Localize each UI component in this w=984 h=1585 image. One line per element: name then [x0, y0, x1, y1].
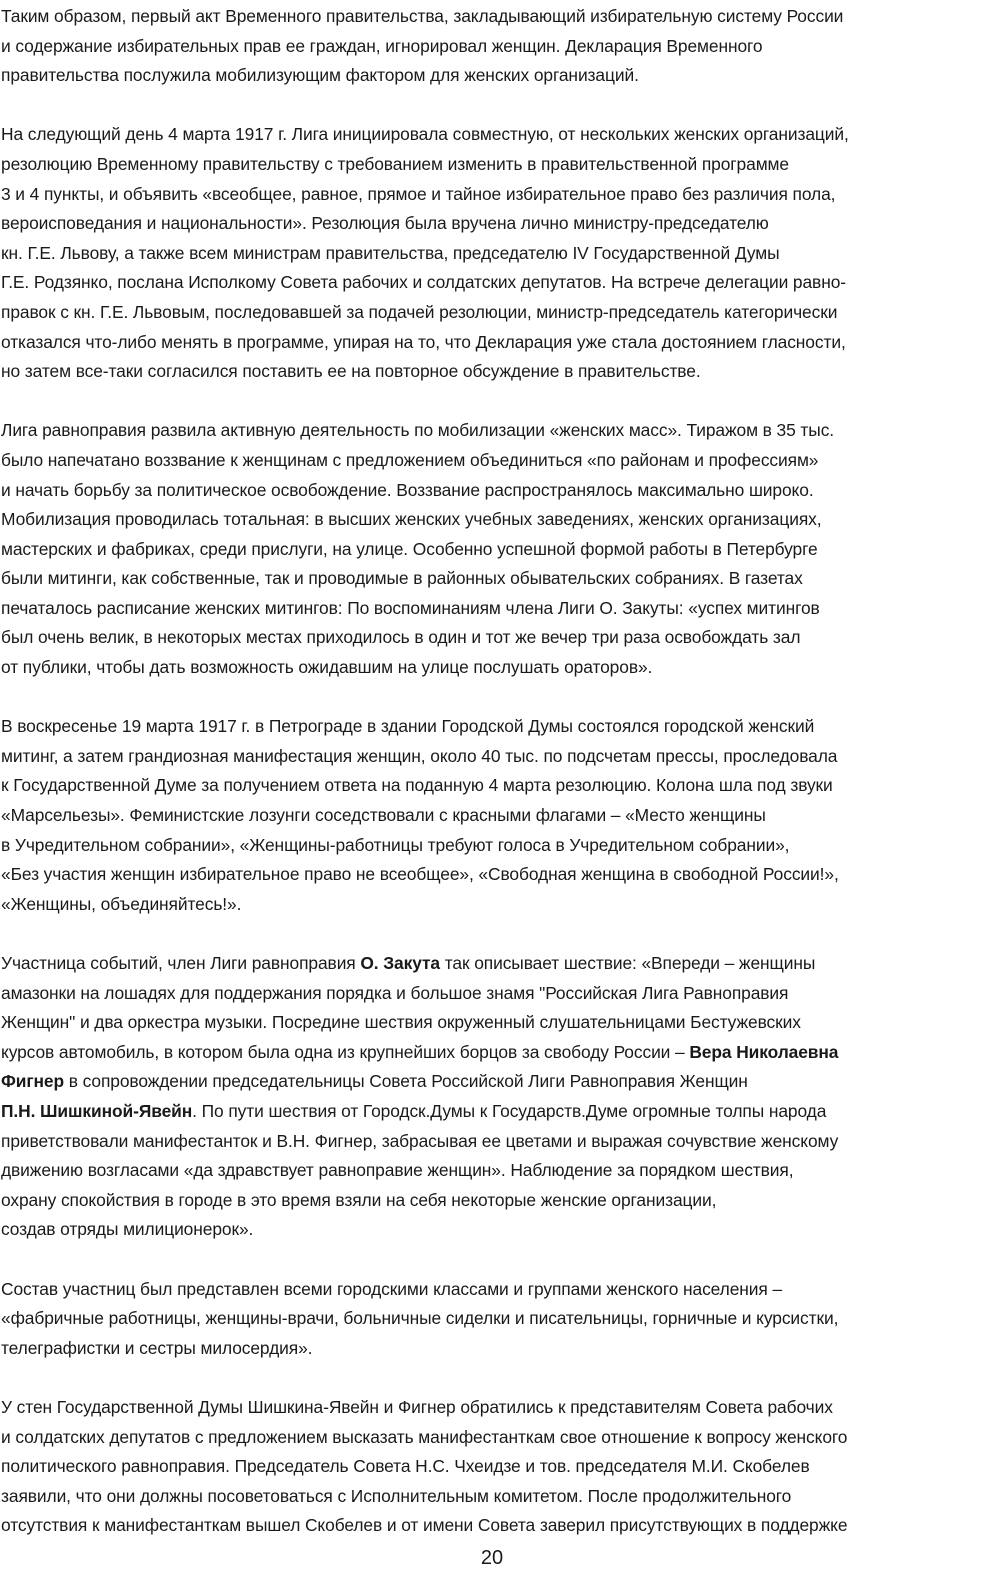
- text-run: создав отряды милиционерок».: [1, 1219, 254, 1240]
- text-run: Г.Е. Родзянко, послана Исполкому Совета рабочих и солдатских депутатов. На встрече делегации равно-: [1, 272, 846, 293]
- text-line: [1, 623, 984, 653]
- text-line: [1, 476, 984, 506]
- paragraph: [1, 416, 984, 682]
- text-line: [1, 1393, 984, 1423]
- text-run: политического равноправия. Председатель Совета Н.С. Чхеидзе и тов. председателя М.И. Скобелев: [1, 1456, 810, 1477]
- text-line: [1, 1511, 984, 1541]
- text-line: [1, 1067, 984, 1097]
- text-line: [1, 1275, 984, 1305]
- text-line: [1, 564, 984, 594]
- text-run: Участница событий, член Лиги равноправия: [1, 953, 361, 973]
- text-run: в сопровождении председательницы Совета Российской Лиги Равноправия Женщин: [63, 1071, 748, 1092]
- text-run: «Женщины, объединяйтесь!».: [1, 893, 242, 914]
- text-run: митинг, а затем грандиозная манифестация женщин, около 40 тыс. по подсчетам прессы, проследовала: [1, 745, 838, 766]
- text-run: к Государственной Думе за получением ответа на поданную 4 марта резолюцию. Колона шла под звуки: [1, 775, 833, 796]
- text-line: [1, 1215, 984, 1245]
- paragraph: [1, 2, 984, 91]
- text-line: [1, 1127, 984, 1157]
- text-line: [1, 32, 984, 62]
- text-run: отказался что-либо менять в программе, упирая на то, что Декларация уже стала достоянием гласности,: [1, 331, 846, 352]
- text-line: [1, 1334, 984, 1364]
- text-run: печаталось расписание женских митингов: По воспоминаниям члена Лиги О. Закуты: «успех митингов: [1, 597, 820, 618]
- text-run: Таким образом, первый акт Временного правительства, закладывающий избирательную систему России: [1, 6, 844, 26]
- text-line: [1, 1156, 984, 1186]
- text-run: так описывает шествие: «Впереди – женщины: [440, 953, 816, 973]
- text-run: резолюцию Временному правительству с требованием изменить в правительственной программе: [1, 153, 789, 174]
- text-line: [1, 1008, 984, 1038]
- text-run: Состав участниц был представлен всеми городскими классами и группами женского населения –: [1, 1278, 783, 1299]
- text-run: и содержание избирательных прав ее граждан, игнорировал женщин. Декларация Временного: [1, 35, 763, 56]
- text-line: [1, 712, 984, 742]
- text-line: [1, 890, 984, 920]
- text-line: [1, 860, 984, 890]
- text-line: [1, 831, 984, 861]
- text-line: [1, 1038, 984, 1068]
- text-run: . По пути шествия от Городск.Думы к Государств.Думе огромные толпы народа: [192, 1100, 827, 1121]
- text-line: [1, 505, 984, 535]
- text-line: [1, 180, 984, 210]
- text-run: амазонки на лошадях для поддержания порядка и большое знамя "Российская Лига Равноправия: [1, 982, 789, 1003]
- text-line: [1, 416, 984, 446]
- text-line: [1, 298, 984, 328]
- bold-name: П.Н. Шишкиной-Явейн: [1, 1100, 193, 1121]
- text-line: [1, 949, 984, 979]
- text-run: Мобилизация проводилась тотальная: в высших женских учебных заведениях, женских организациях,: [1, 509, 822, 530]
- text-run: На следующий день 4 марта 1917 г. Лига инициировала совместную, от нескольких женских организаций,: [1, 124, 849, 145]
- text-run: мастерских и фабриках, среди прислуги, на улице. Особенно успешной формой работы в Петербурге: [1, 538, 818, 559]
- text-line: [1, 120, 984, 150]
- text-line: [1, 653, 984, 683]
- text-run: У стен Государственной Думы Шишкина-Явейн и Фигнер обратились к представителям Совета рабочих: [1, 1396, 833, 1417]
- text-run: были митинги, как собственные, так и проводимые в районных обывательских собраниях. В газетах: [1, 568, 803, 589]
- text-line: [1, 771, 984, 801]
- text-run: заявили, что они должны посоветоваться с Исполнительным комитетом. После продолжительного: [1, 1485, 792, 1506]
- text-line: [1, 239, 984, 269]
- text-line: [1, 1482, 984, 1512]
- paragraph: [1, 1275, 984, 1364]
- text-run: в Учредительном собрании», «Женщины-работницы требуют голоса в Учредительном собрании»,: [1, 834, 790, 855]
- text-run: курсов автомобиль, в котором была одна из крупнейших борцов за свободу России –: [1, 1041, 690, 1062]
- text-run: охрану спокойствия в городе в это время взяли на себя некоторые женские организации,: [1, 1189, 717, 1210]
- page-number: 20: [480, 1547, 504, 1569]
- text-line: [1, 535, 984, 565]
- text-line: [1, 357, 984, 387]
- text-line: [1, 268, 984, 298]
- text-line: [1, 1452, 984, 1482]
- text-line: [1, 594, 984, 624]
- text-run: отсутствия к манифестанткам вышел Скобелев и от имени Совета заверил присутствующих в поддержке: [1, 1515, 848, 1536]
- text-line: [1, 979, 984, 1009]
- text-run: «фабричные работницы, женщины-врачи, больничные сиделки и писательницы, горничные и курсистки,: [1, 1308, 839, 1329]
- text-run: и начать борьбу за политическое освобождение. Воззвание распространялось максимально широко.: [1, 479, 814, 500]
- text-line: [1, 801, 984, 831]
- paragraph: [1, 120, 984, 386]
- text-run: был очень велик, в некоторых местах приходилось в один и тот же вечер три раза освобождать зал: [1, 627, 801, 648]
- text-run: кн. Г.Е. Львову, а также всем министрам правительства, председателю IV Государственной Думы: [1, 242, 780, 263]
- paragraph: [1, 949, 984, 1245]
- text-run: В воскресенье 19 марта 1917 г. в Петрограде в здании Городской Думы состоялся городской женский: [1, 716, 815, 737]
- text-line: [1, 61, 984, 91]
- text-run: было напечатано воззвание к женщинам с предложением объединиться «по районам и профессиям»: [1, 449, 819, 470]
- text-run: «Марсельезы». Феминистские лозунги соседствовали с красными флагами – «Место женщины: [1, 805, 766, 826]
- text-line: [1, 1304, 984, 1334]
- text-run: приветствовали манифестанток и В.Н. Фигнер, забрасывая ее цветами и выражая сочувствие женскому: [1, 1130, 839, 1151]
- text-line: [1, 1097, 984, 1127]
- text-run: но затем все-таки согласился поставить ее на повторное обсуждение в правительстве.: [1, 361, 701, 382]
- text-line: [1, 446, 984, 476]
- text-run: Женщин" и два оркестра музыки. Посредине шествия окруженный слушательницами Бестужевских: [1, 1012, 801, 1033]
- text-run: правок с кн. Г.Е. Львовым, последовавшей за подачей резолюции, министр-председатель категорически: [1, 301, 838, 322]
- text-line: [1, 209, 984, 239]
- paragraph: [1, 712, 984, 919]
- text-run: Лига равноправия развила активную деятельность по мобилизации «женских масс». Тиражом в 35 тыс.: [1, 420, 835, 441]
- bold-name: Вера Николаевна: [689, 1041, 839, 1062]
- text-run: 3 и 4 пункты, и объявить «всеобщее, равное, прямое и тайное избирательное право без различия пола,: [1, 183, 836, 204]
- text-line: [1, 1186, 984, 1216]
- paragraph: [1, 1393, 984, 1541]
- text-run: и солдатских депутатов с предложением высказать манифестанткам свое отношение к вопросу женского: [1, 1426, 848, 1447]
- bold-name: О. Закута: [360, 953, 440, 973]
- text-line: [1, 328, 984, 358]
- text-run: от публики, чтобы дать возможность ожидавшим на улице послушать ораторов».: [1, 657, 653, 678]
- text-run: движению возгласами «да здравствует равноправие женщин». Наблюдение за порядком шествия,: [1, 1160, 794, 1181]
- text-line: [1, 2, 984, 32]
- text-run: телеграфистки и сестры милосердия».: [1, 1337, 313, 1358]
- text-run: вероисповедания и национальности». Резолюция была вручена лично министру-председателю: [1, 213, 769, 234]
- text-line: [1, 742, 984, 772]
- bold-name: Фигнер: [1, 1071, 64, 1092]
- text-line: [1, 1423, 984, 1453]
- text-line: [1, 150, 984, 180]
- text-run: «Без участия женщин избирательное право не всеобщее», «Свободная женщина в свободной России!»,: [1, 864, 839, 885]
- text-run: правительства послужила мобилизующим фактором для женских организаций.: [1, 65, 639, 86]
- document-page: [1, 2, 984, 1570]
